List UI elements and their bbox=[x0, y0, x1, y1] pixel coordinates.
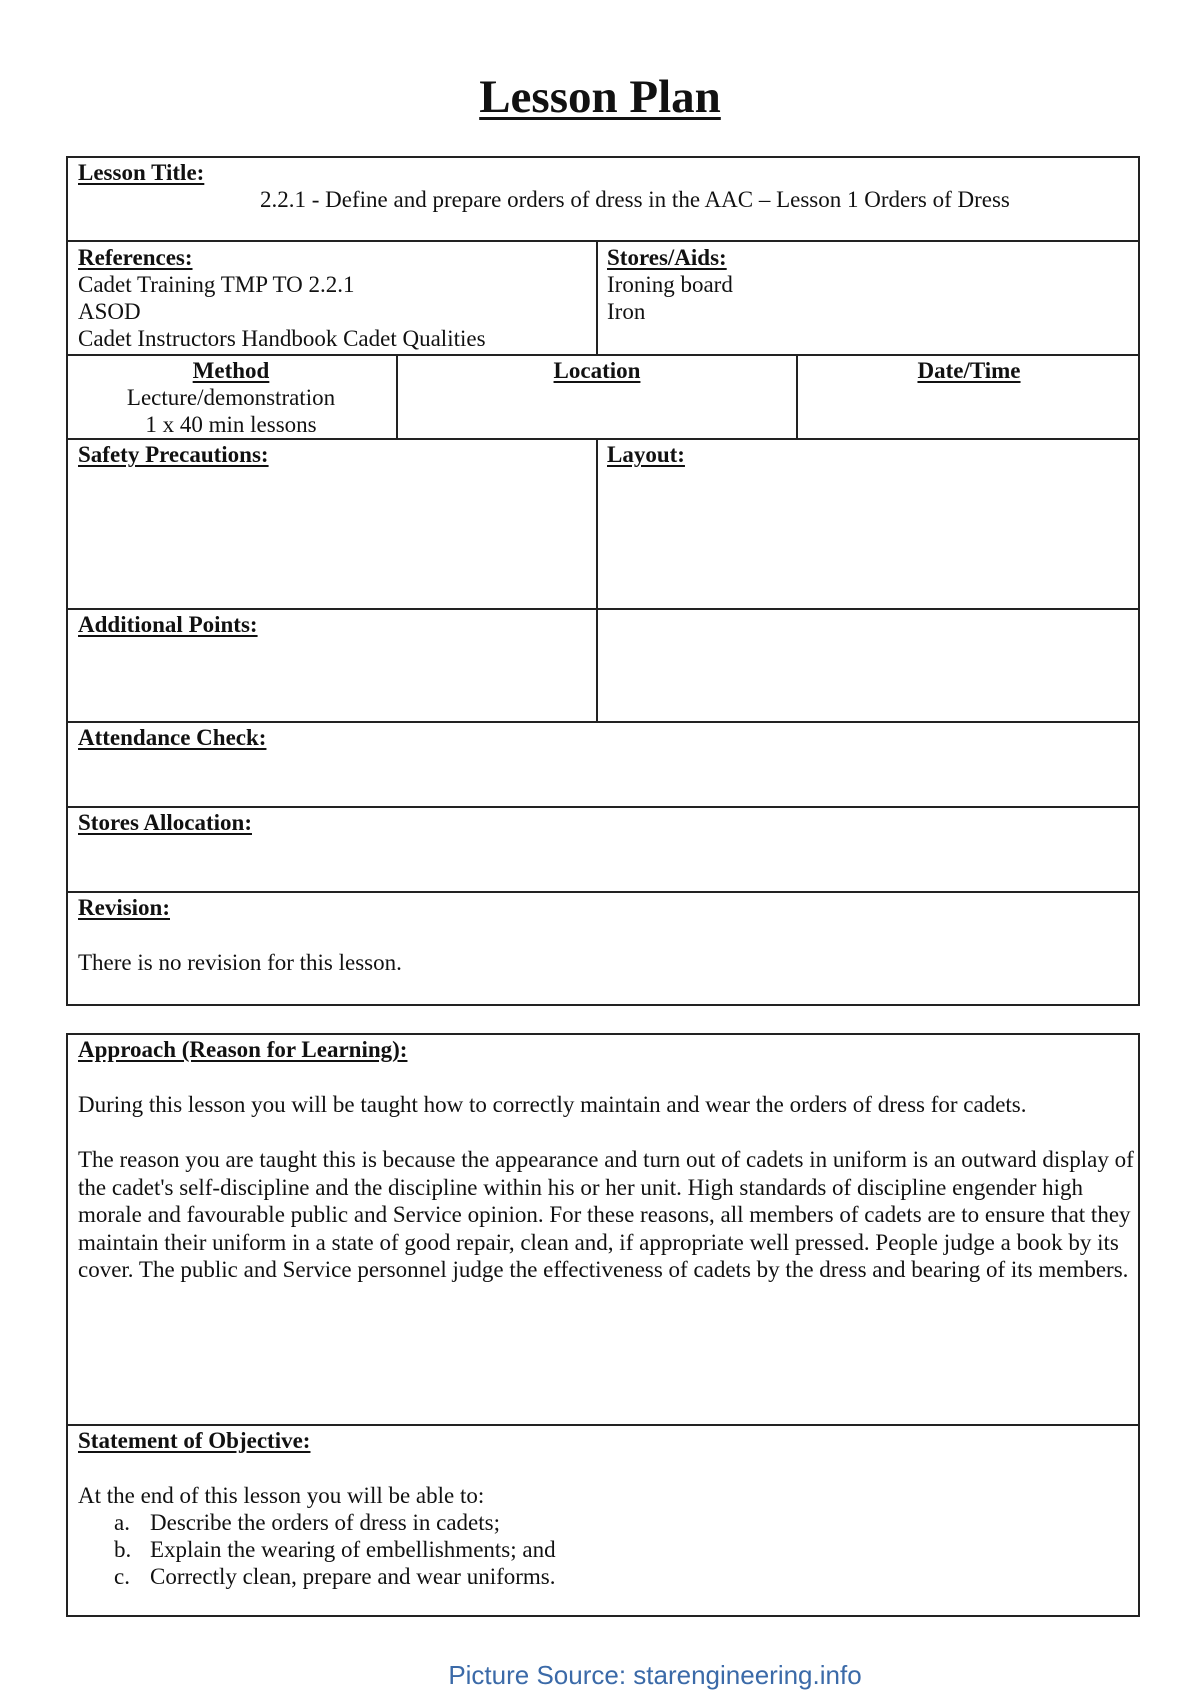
attendance-check-label: Attendance Check: bbox=[78, 725, 267, 750]
approach-label: Approach (Reason for Learning): bbox=[78, 1037, 408, 1062]
row-divider bbox=[66, 721, 1140, 723]
row-divider bbox=[66, 891, 1140, 893]
objective-label: Statement of Objective: bbox=[78, 1428, 311, 1453]
row-divider bbox=[66, 354, 1140, 356]
objective-item-marker: b. bbox=[114, 1537, 132, 1562]
row-divider bbox=[66, 608, 1140, 610]
stores-aids-item: Iron bbox=[607, 299, 646, 324]
approach-paragraph: The reason you are taught this is because the appearance and turn out of cadets in uniform is an outward display of the cadet's self-discipline and the discipline within his or her unit. High standards of discipline engender high morale and favourable public and Service opinion. For these reasons, all members of cadets are to ensure that they maintain their uniform in a state of good repair, clean and, if appropriate well pressed. People judge a book by its cover. The public and Service personnel judge the effectiveness of cadets by the dress and bearing of its members. bbox=[78, 1147, 1134, 1282]
row-divider bbox=[66, 1424, 1140, 1426]
row-divider bbox=[66, 806, 1140, 808]
approach-paragraph: During this lesson you will be taught how to correctly maintain and wear the orders of dress for cadets. bbox=[78, 1092, 1027, 1117]
method-label: Method bbox=[192, 358, 270, 383]
picture-source-caption: Picture Source: starengineering.info bbox=[448, 1660, 862, 1690]
references-label: References: bbox=[78, 245, 193, 270]
objective-intro: At the end of this lesson you will be able to: bbox=[78, 1483, 485, 1508]
reference-item: Cadet Training TMP TO 2.2.1 bbox=[78, 272, 355, 297]
lesson-title-value: 2.2.1 - Define and prepare orders of dress in the AAC – Lesson 1 Orders of Dress bbox=[260, 187, 1010, 212]
page-title: Lesson Plan bbox=[479, 71, 721, 123]
additional-points-label: Additional Points: bbox=[78, 612, 258, 637]
method-line: Lecture/demonstration bbox=[126, 385, 336, 410]
stores-aids-label: Stores/Aids: bbox=[607, 245, 727, 270]
date-time-label: Date/Time bbox=[917, 358, 1021, 383]
stores-aids-item: Ironing board bbox=[607, 272, 733, 297]
reference-item: Cadet Instructors Handbook Cadet Qualities bbox=[78, 326, 486, 351]
safety-precautions-label: Safety Precautions: bbox=[78, 442, 269, 467]
objective-item-text: Correctly clean, prepare and wear uniforms. bbox=[150, 1564, 556, 1589]
column-divider bbox=[596, 438, 598, 721]
row-divider bbox=[66, 240, 1140, 242]
objective-item-marker: c. bbox=[114, 1564, 130, 1589]
objective-item-text: Explain the wearing of embellishments; and bbox=[150, 1537, 556, 1562]
location-label: Location bbox=[553, 358, 641, 383]
objective-item-marker: a. bbox=[114, 1510, 130, 1535]
reference-item: ASOD bbox=[78, 299, 141, 324]
column-divider bbox=[596, 240, 598, 354]
layout-label: Layout: bbox=[607, 442, 685, 467]
lesson-title-label: Lesson Title: bbox=[78, 160, 205, 185]
row-divider bbox=[66, 438, 1140, 440]
stores-allocation-label: Stores Allocation: bbox=[78, 810, 252, 835]
revision-label: Revision: bbox=[78, 895, 170, 920]
revision-text: There is no revision for this lesson. bbox=[78, 950, 402, 975]
method-line: 1 x 40 min lessons bbox=[145, 412, 317, 437]
objective-item-text: Describe the orders of dress in cadets; bbox=[150, 1510, 500, 1535]
